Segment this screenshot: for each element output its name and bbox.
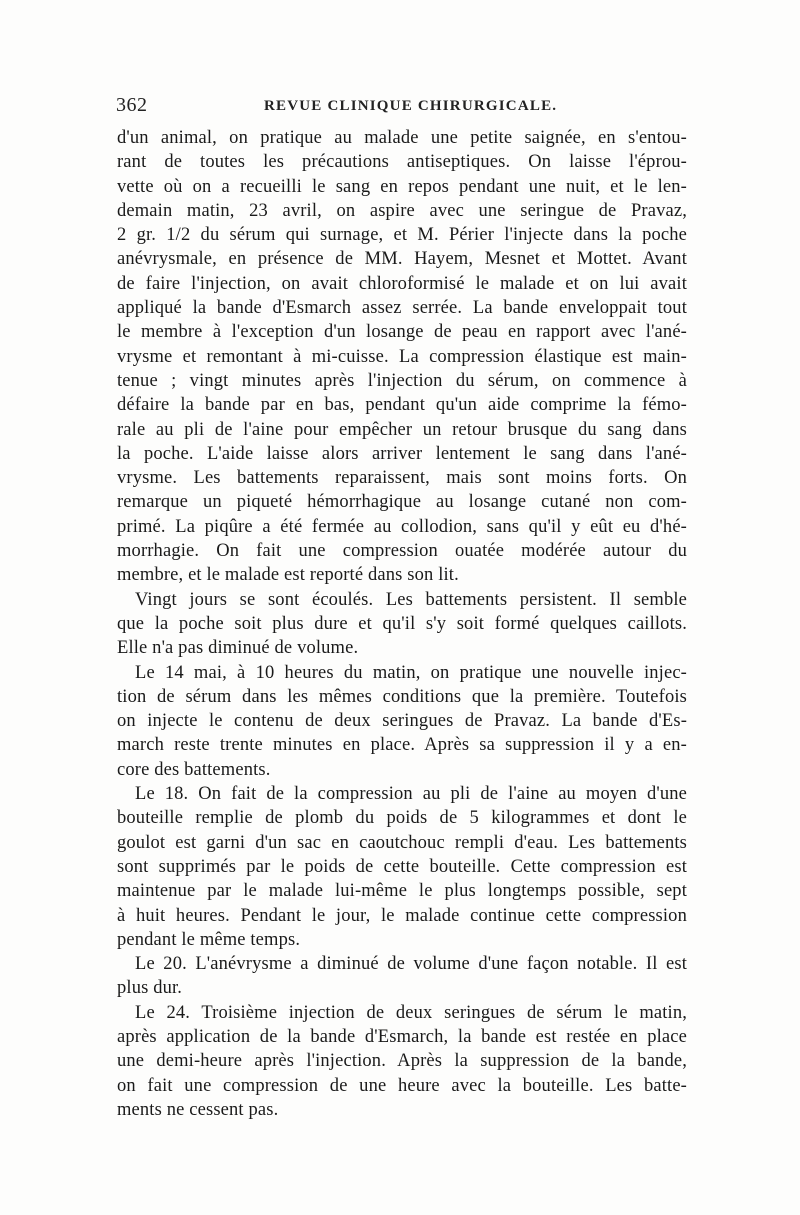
running-head: REVUE CLINIQUE CHIRURGICALE.	[264, 98, 558, 114]
text-line: défaire la bande par en bas, pendant qu'un aide comprime la fémo-	[117, 395, 687, 416]
text-line: la poche. L'aide laisse alors arriver lentement le sang dans l'ané-	[117, 443, 687, 464]
text-line: morrhagie. On fait une compression ouatée modérée autour du	[117, 541, 687, 562]
text-line: vrysme. Les battements reparaissent, mais sont moins forts. On	[117, 468, 687, 489]
text-line: remarque un piqueté hémorrhagique au losange cutané non com-	[117, 492, 687, 513]
text-line: on fait une compression de une heure avec la bouteille. Les batte-	[117, 1075, 687, 1096]
text-line: demain matin, 23 avril, on aspire avec une seringue de Pravaz,	[117, 200, 687, 221]
text-line: rale au pli de l'aine pour empêcher un retour brusque du sang dans	[117, 419, 687, 440]
text-line: après application de la bande d'Esmarch, la bande est restée en place	[117, 1026, 687, 1047]
text-line: 2 gr. 1/2 du sérum qui surnage, et M. Périer l'injecte dans la poche	[117, 225, 687, 246]
page-number: 362	[116, 94, 148, 116]
text-line: march reste trente minutes en place. Après sa suppression il y a en-	[117, 735, 687, 756]
text-line: appliqué la bande d'Esmarch assez serrée. La bande enveloppait tout	[117, 298, 687, 319]
text-line: anévrysmale, en présence de MM. Hayem, Mesnet et Mottet. Avant	[117, 249, 687, 270]
text-line: goulot est garni d'un sac en caoutchouc rempli d'eau. Les battements	[117, 832, 687, 853]
text-line: Le 24. Troisième injection de deux seringues de sérum le matin,	[135, 1002, 687, 1023]
text-line: maintenue par le malade lui-même le plus longtemps possible, sept	[117, 881, 687, 902]
body-text	[117, 126, 687, 1122]
text-line: une demi-heure après l'injection. Après la suppression de la bande,	[117, 1051, 687, 1072]
text-line: primé. La piqûre a été fermée au collodion, sans qu'il y eût eu d'hé-	[117, 516, 687, 537]
text-line: Elle n'a pas diminué de volume.	[117, 638, 359, 659]
text-line: bouteille remplie de plomb du poids de 5 kilogrammes et dont le	[117, 808, 687, 829]
text-line: Vingt jours se sont écoulés. Les battements persistent. Il semble	[135, 589, 687, 610]
text-line: Le 14 mai, à 10 heures du matin, on pratique une nouvelle injec-	[135, 662, 687, 683]
text-line: tion de sérum dans les mêmes conditions que la première. Toutefois	[117, 686, 687, 707]
text-line: à huit heures. Pendant le jour, le malade continue cette compression	[117, 905, 687, 926]
text-line: on injecte le contenu de deux seringues de Pravaz. La bande d'Es-	[117, 711, 687, 732]
text-line: pendant le même temps.	[117, 929, 301, 950]
text-line: membre, et le malade est reporté dans son lit.	[117, 565, 459, 586]
text-line: vrysme et remontant à mi-cuisse. La compression élastique est main-	[117, 346, 687, 367]
text-line: rant de toutes les précautions antiseptiques. On laisse l'éprou-	[117, 152, 687, 173]
text-line: de faire l'injection, on avait chloroformisé le malade et on lui avait	[117, 273, 687, 294]
text-line: core des battements.	[117, 759, 271, 780]
text-line: Le 20. L'anévrysme a diminué de volume d'une façon notable. Il est	[135, 954, 687, 975]
page-header	[116, 94, 698, 124]
text-line: que la poche soit plus dure et qu'il s'y soit formé quelques caillots.	[117, 613, 687, 634]
text-line: le membre à l'exception d'un losange de peau en rapport avec l'ané-	[117, 322, 687, 343]
text-line: d'un animal, on pratique au malade une petite saignée, en s'entou-	[117, 128, 687, 148]
text-line: Le 18. On fait de la compression au pli de l'aine au moyen d'une	[135, 784, 687, 805]
text-line: plus dur.	[117, 978, 183, 999]
text-line: sont supprimés par le poids de cette bouteille. Cette compression est	[117, 856, 687, 877]
text-line: ments ne cessent pas.	[117, 1099, 279, 1120]
text-line: vette où on a recueilli le sang en repos pendant une nuit, et le len-	[117, 176, 687, 197]
text-line: tenue ; vingt minutes après l'injection du sérum, on commence à	[117, 370, 687, 391]
